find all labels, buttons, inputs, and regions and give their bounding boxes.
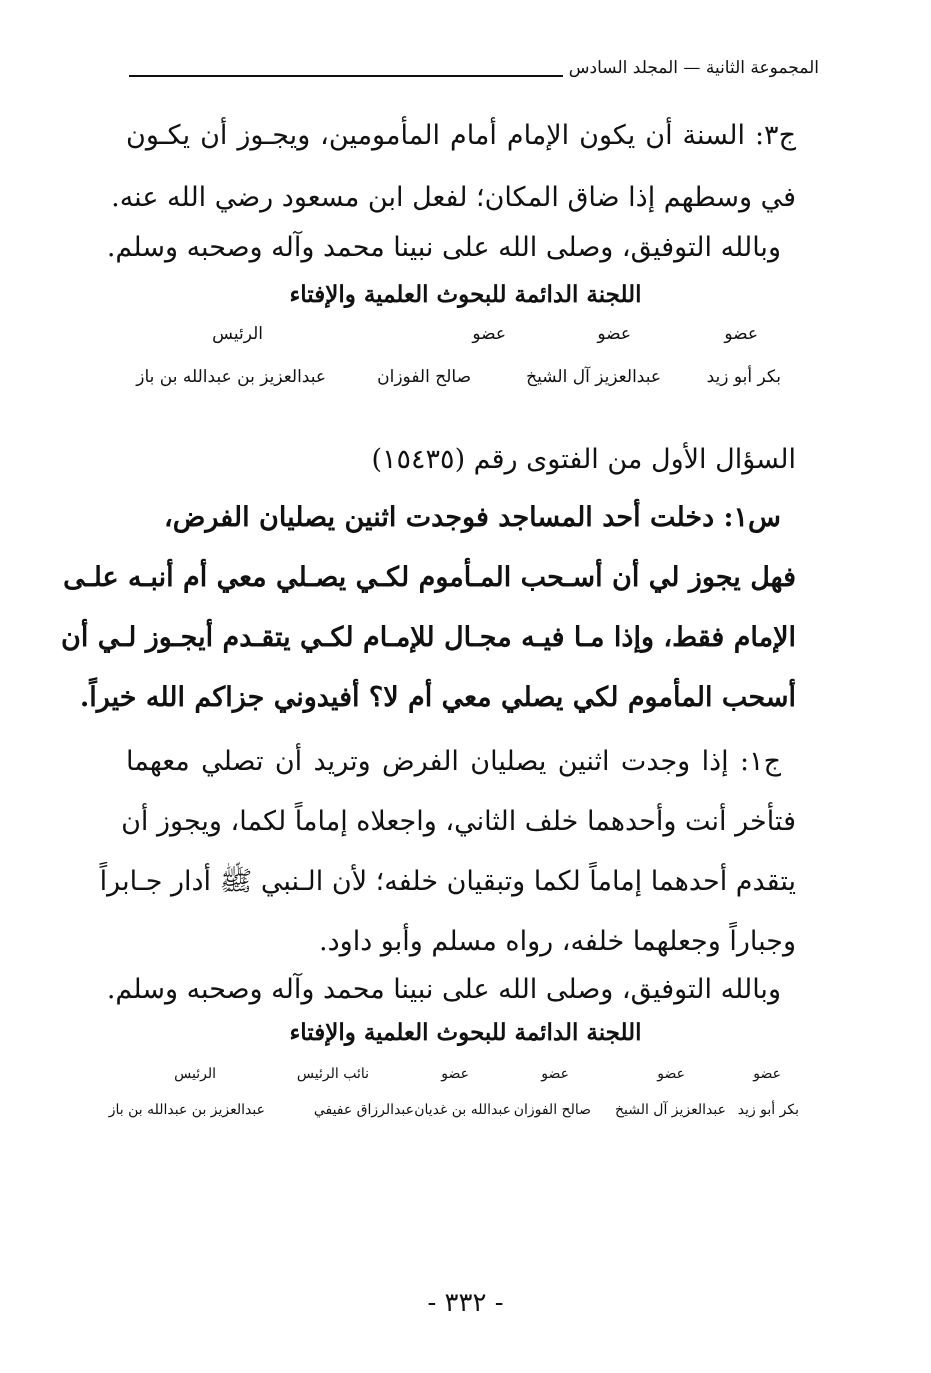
committee2-name: بكر أبو زيد [737, 1102, 799, 1118]
running-header [129, 58, 819, 88]
committee1-name: عبدالعزيز بن عبدالله بن باز [136, 367, 326, 387]
committee2-role: نائب الرئيس [296, 1066, 369, 1082]
answer1-line4: وجباراً وجعلهما خلفه، رواه مسلم وأبو داود. [319, 926, 796, 957]
committee2-name: عبدالعزيز بن عبدالله بن باز [108, 1102, 265, 1118]
committee2-role: عضو [753, 1066, 781, 1082]
committee2-role: عضو [657, 1066, 685, 1082]
committee1-title: اللجنة الدائمة للبحوث العلمية والإفتاء [289, 281, 642, 308]
committee2-role: عضو [441, 1066, 469, 1082]
committee2-names [0, 1098, 931, 1120]
answer3-line2: في وسطهم إذا ضاق المكان؛ لفعل ابن مسعود رضي الله عنه. [111, 182, 796, 213]
answer3-closing: وبالله التوفيق، وصلى الله على نبينا محمد وآله وصحبه وسلم. [106, 232, 781, 263]
committee1-role: عضو [724, 324, 758, 344]
committee1-role: الرئيس [212, 324, 263, 344]
committee1-name: بكر أبو زيد [706, 367, 781, 387]
committee1-role: عضو [597, 324, 631, 344]
answer1-line2: فتأخر أنت وأحدهما خلف الثاني، واجعلاه إماماً لكما، ويجوز أن [121, 806, 796, 837]
committee2-name: عبدالعزيز آل الشيخ [614, 1102, 726, 1118]
committee2-name: صالح الفوزان [513, 1102, 591, 1118]
committee2-name: عبدالله بن غديان [414, 1102, 511, 1118]
committee2-title: اللجنة الدائمة للبحوث العلمية والإفتاء [289, 1019, 642, 1046]
committee1-roles [0, 322, 931, 346]
question1-line1: س١: دخلت أحد المساجد فوجدت اثنين يصليان الفرض، [163, 502, 781, 533]
committee1-name: صالح الفوزان [377, 367, 471, 387]
page-number: - ٣٣٢ - [427, 1288, 504, 1318]
answer1-line1: ج١: إذا وجدت اثنين يصليان الفرض وتريد أن تصلي معهما [126, 746, 781, 777]
answer1-line3: يتقدم أحدهما إماماً لكما وتبقيان خلفه؛ لأن الـنبي ﷺ أدار جـابراً [99, 866, 796, 897]
fatwa-heading: السؤال الأول من الفتوى رقم (١٥٤٣٥) [371, 444, 796, 475]
committee2-role: عضو [541, 1066, 569, 1082]
committee1-role: عضو [472, 324, 506, 344]
committee2-role: الرئيس [174, 1066, 216, 1082]
answer3-line1: ج٣: السنة أن يكون الإمام أمام المأمومين، ويجـوز أن يكـون [126, 120, 796, 151]
answer1-closing: وبالله التوفيق، وصلى الله على نبينا محمد وآله وصحبه وسلم. [106, 974, 781, 1005]
question1-line3: الإمام فقط، وإذا مـا فيـه مجـال للإمـام لكـي يتقـدم أيجـوز لـي أن [61, 622, 796, 653]
committee1-names [0, 365, 931, 389]
committee1-name: عبدالعزيز آل الشيخ [526, 367, 661, 387]
question1-line4: أسحب المأموم لكي يصلي معي أم لا؟ أفيدوني جزاكم الله خيراً. [79, 682, 796, 713]
question1-line2: فهل يجوز لي أن أسـحب المـأموم لكـي يصـلي معي أم أنبـه علـى [63, 562, 796, 593]
committee2-name: عبدالرزاق عفيفي [313, 1102, 414, 1118]
header-rule [129, 75, 564, 77]
committee2-roles [0, 1062, 931, 1084]
header-title: المجموعة الثانية — المجلد السادس [563, 58, 819, 78]
